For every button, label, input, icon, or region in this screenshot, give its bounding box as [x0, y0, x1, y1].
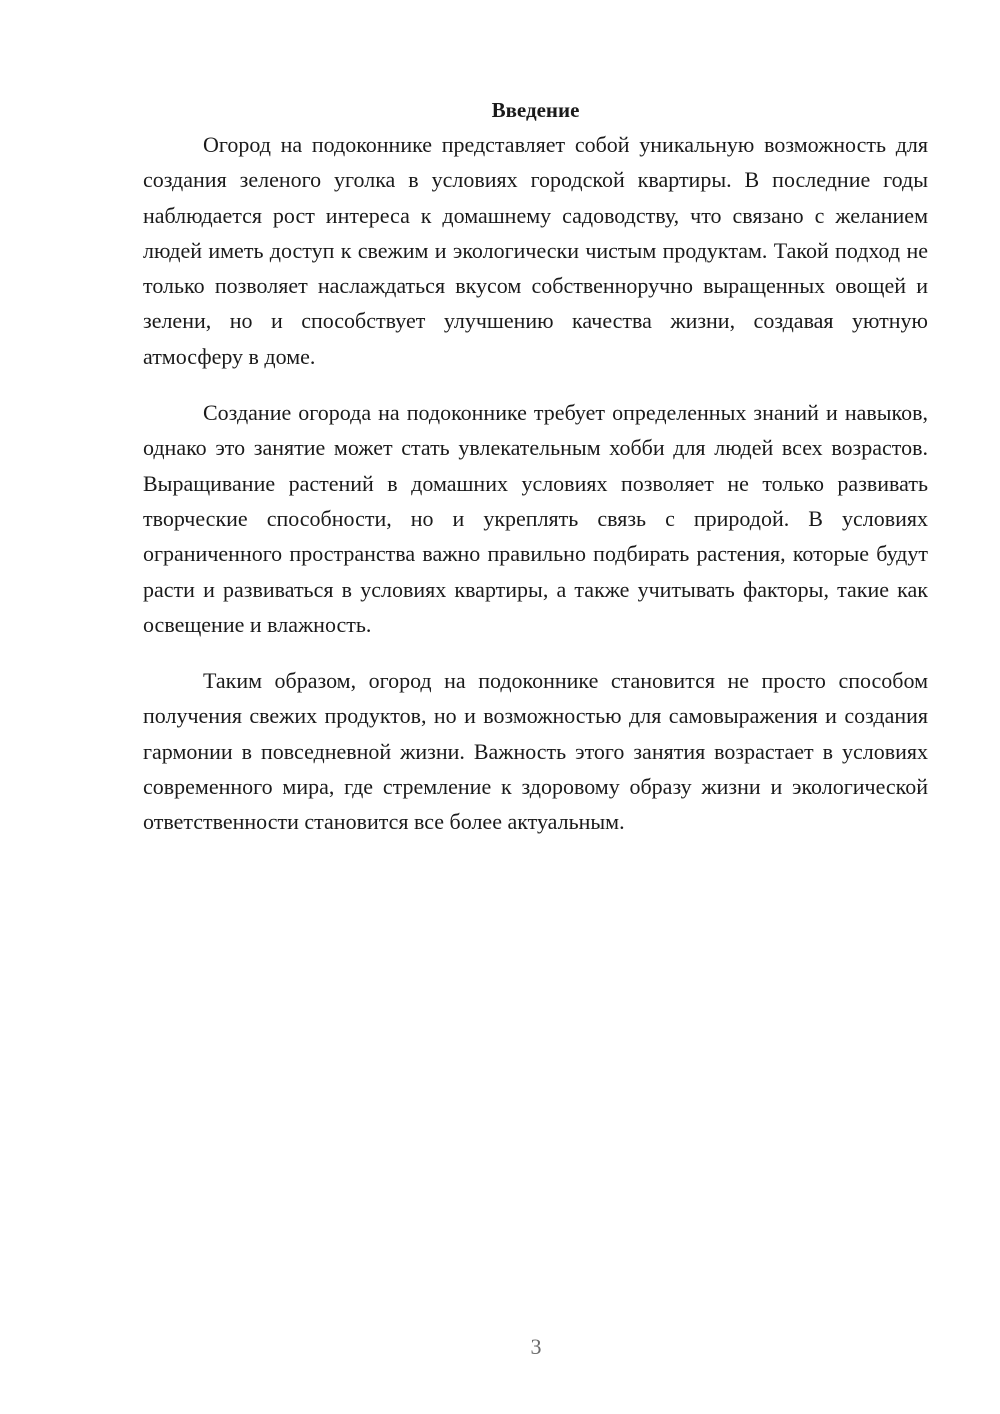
paragraph-1: Огород на подоконнике представляет собой уникальную возможность для создания зеленого уголка в условиях городской квартиры. В последние годы наблюдается рост интереса к домашнему садоводству, что связано с желанием людей иметь доступ к свежим и экологически чистым продуктам. Такой подход не только позволяет наслаждаться вкусом собственноручно выращенных овощей и зелени, но и способствует улучшению качества жизни, создавая уютную атмосферу в доме. [143, 132, 928, 369]
paragraph-3: Таким образом, огород на подоконнике становится не просто способом получения свежих продуктов, но и возможностью для самовыражения и создания гармонии в повседневной жизни. Важность этого занятия возрастает в условиях современного мира, где стремление к здоровому образу жизни и экологической ответственности становится все более актуальным. [143, 668, 928, 835]
page-number: 3 [530, 1334, 542, 1359]
page-content [143, 95, 928, 861]
paragraph-2: Создание огорода на подоконнике требует определенных знаний и навыков, однако это занятие может стать увлекательным хобби для людей всех возрастов. Выращивание растений в домашних условиях позволяет не только развивать творческие способности, но и укреплять связь с природой. В условиях ограниченного пространства важно правильно подбирать растения, которые будут расти и развиваться в условиях квартиры, а также учитывать факторы, такие как освещение и влажность. [143, 400, 928, 637]
section-title: Введение [491, 98, 580, 122]
